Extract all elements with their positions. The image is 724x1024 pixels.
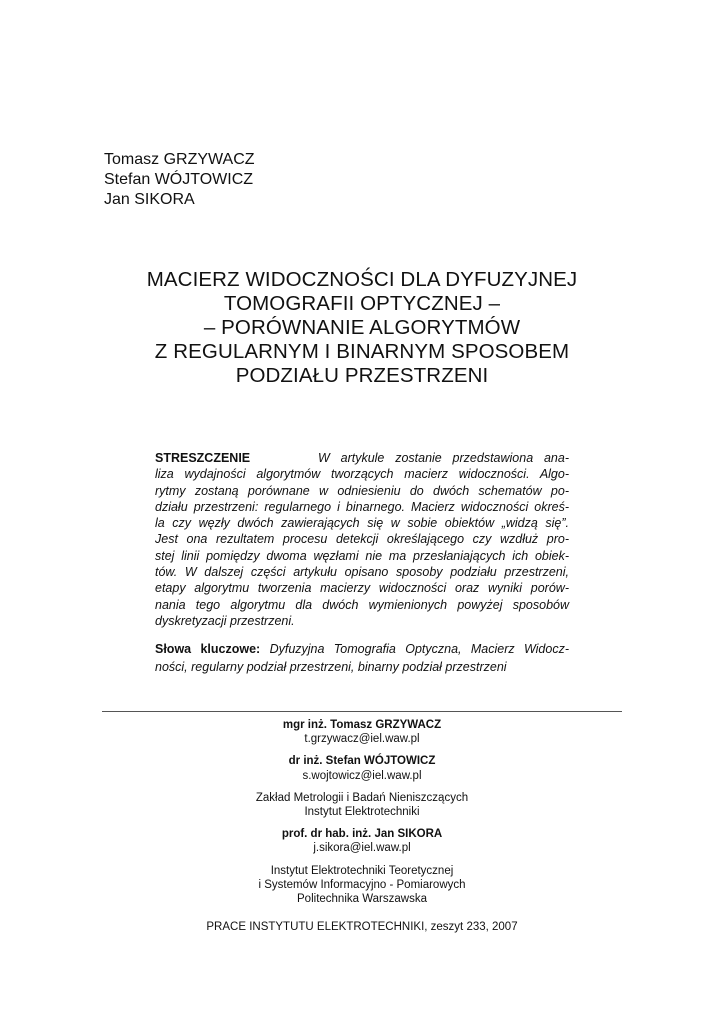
affiliation-institution [102, 864, 622, 907]
title-line: TOMOGRAFII OPTYCZNEJ – [223, 292, 501, 315]
affiliation-institution [102, 791, 622, 819]
title-line: PODZIAŁU PRZESTRZENI [235, 364, 489, 387]
title-line: Z REGULARNYM I BINARNYM SPOSOBEM [154, 340, 570, 363]
footnote-divider [102, 711, 622, 712]
affiliation-block [102, 718, 622, 746]
journal-citation: PRACE INSTYTUTU ELEKTROTECHNIKI, zeszyt 233, 2007 [206, 921, 518, 933]
abstract-line: stej linii pomiędzy dwoma węzłami nie ma przesłaniających ich obiek- [155, 548, 569, 563]
abstract-line: tów. W dalszej części artykułu opisano sposoby podziału przestrzeni, [155, 565, 569, 580]
institution-line: i Systemów Informacyjno - Pomiarowych [258, 878, 466, 891]
affiliation-email: s.wojtowicz@iel.waw.pl [302, 769, 422, 782]
abstract-first-line [155, 450, 569, 466]
title-line: – PORÓWNANIE ALGORYTMÓW [203, 316, 521, 339]
affiliation-name: prof. dr hab. inż. Jan SIKORA [281, 828, 443, 841]
abstract-line: nania tego algorytmu dla dwóch wymienionych powyżej sposobów [155, 597, 569, 612]
abstract-line: działu przestrzeni: regularnego i binarnego. Macierz widoczności okreś- [155, 499, 569, 514]
author-affiliations [102, 718, 622, 914]
affiliation-block [102, 827, 622, 855]
author-list [104, 150, 255, 210]
abstract-line: dyskretyzacji przestrzeni. [155, 613, 295, 628]
affiliation-email: j.sikora@iel.waw.pl [313, 842, 411, 855]
keywords-line: ności, regularny podział przestrzeni, binarny podział przestrzeni [155, 660, 507, 674]
affiliation-name: mgr inż. Tomasz GRZYWACZ [282, 719, 442, 731]
keywords-text: Dyfuzyjna Tomografia Optyczna, Macierz Widocz- [269, 642, 569, 656]
keywords-label: Słowa kluczowe: [155, 642, 261, 656]
abstract-text: W artykule zostanie przedstawiona ana- [318, 451, 569, 465]
institution-line: Instytut Elektrotechniki Teoretycznej [270, 864, 454, 877]
keywords [155, 640, 569, 676]
abstract-line: la czy węzły dwóch zawierających się w sobie obiektów „widzą się”. [155, 516, 569, 531]
title-line: MACIERZ WIDOCZNOŚCI DLA DYFUZYJNEJ [146, 268, 578, 291]
author-name: Stefan WÓJTOWICZ [104, 171, 254, 188]
abstract-line: etapy algorytmu tworzenia macierzy widoczności oraz wyniki porów- [155, 581, 569, 596]
author-name: Jan SIKORA [104, 191, 195, 208]
institution-line: Politechnika Warszawska [297, 893, 427, 906]
institution-line: Instytut Elektrotechniki [304, 806, 420, 819]
keywords-first-line [155, 640, 569, 658]
abstract-line: Jest ona rezultatem procesu detekcji określającego czy wzdłuż pro- [155, 532, 569, 547]
affiliation-block [102, 754, 622, 782]
affiliation-name: dr inż. Stefan WÓJTOWICZ [288, 755, 436, 768]
author-name: Tomasz GRZYWACZ [104, 151, 255, 168]
abstract [155, 450, 569, 629]
affiliation-email: t.grzywacz@iel.waw.pl [304, 733, 420, 746]
institution-line: Zakład Metrologii i Badań Nieniszczących [255, 791, 469, 804]
abstract-line: liza wydajności algorytmów tworzących macierz widoczności. Algo- [155, 467, 569, 482]
paper-title [100, 268, 624, 388]
abstract-heading: STRESZCZENIE [155, 451, 251, 465]
abstract-line: rytmy zostaną porównane w odniesieniu do dwóch schematów po- [155, 483, 569, 498]
